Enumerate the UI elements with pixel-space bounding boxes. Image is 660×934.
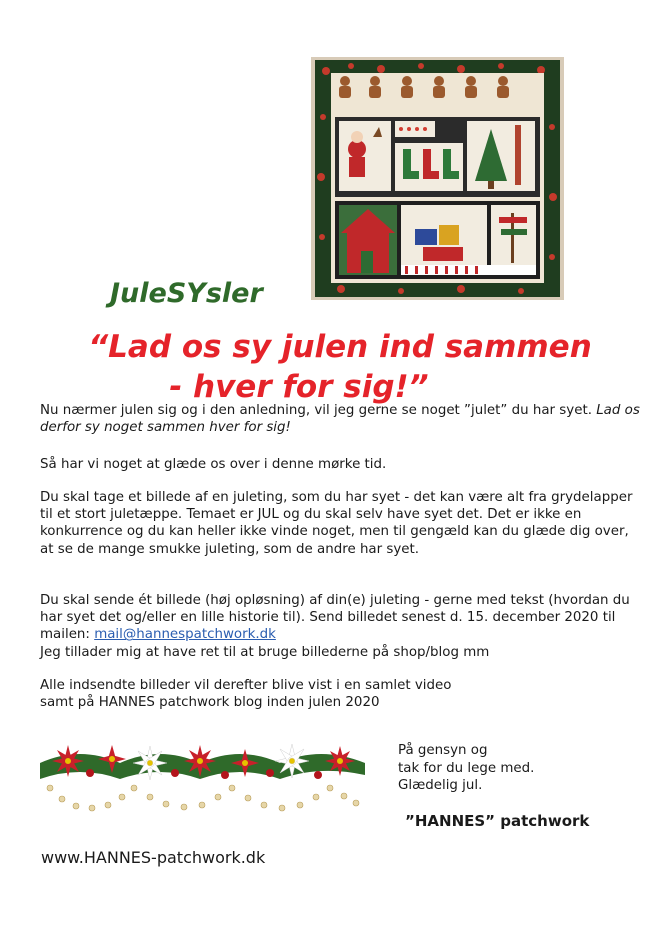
email-link[interactable]: mail@hannespatchwork.dk [94,627,276,643]
slogan-line-2: - hver for sig!” [169,369,429,405]
video-paragraph: Alle indsendte billeder vil derefter blive vist i en samlet video samt på HANNES patchwork blog inden julen 2020 [40,678,452,711]
christmas-garland-image [40,733,365,833]
sign-off-text: På gensyn og tak for du lege med. Glædelig jul. [398,743,535,793]
quilt-image [311,57,564,300]
rights-text: Jeg tillader mig at have ret til at bruge billederne på shop/blog mm [40,644,490,660]
instructions-paragraph: Du skal tage et billede af en juleting, som du har syet - det kan være alt fra grydelapper til et stort juletæppe. Temaet er JUL og du skal selv have syet det. Det er ikke en konkurrence og du kan heller ikke vinde noget, men til gengæld kan du glæde dig over, at se de mange smukke juleting, som de andre har syet. [40,490,633,557]
intro-paragraph [40,402,640,436]
submission-paragraph [40,592,640,661]
website-url: www.HANNES-patchwork.dk [41,848,266,867]
intro-text: Nu nærmer julen sig og i den anledning, vil jeg gerne se noget ”julet” du har syet. [40,403,597,418]
brand-title: JuleSYsler [110,278,263,309]
submission-text: Du skal sende ét billede (høj opløsning) af din(e) juleting - gerne med tekst (hvordan du har syet det og/eller en lille historie til). Send billedet senest d. 15. december 2020 til mailen: [40,593,630,643]
mood-paragraph: Så har vi noget at glæde os over i denne mørke tid. [40,457,387,472]
slogan-line-1: “Lad os sy julen ind sammen [88,329,592,365]
signature: ”HANNES” patchwork [405,812,590,830]
intro-italic-text: Lad os derfor sy noget sammen hver for sig! [40,403,640,436]
slogan [0,327,660,407]
